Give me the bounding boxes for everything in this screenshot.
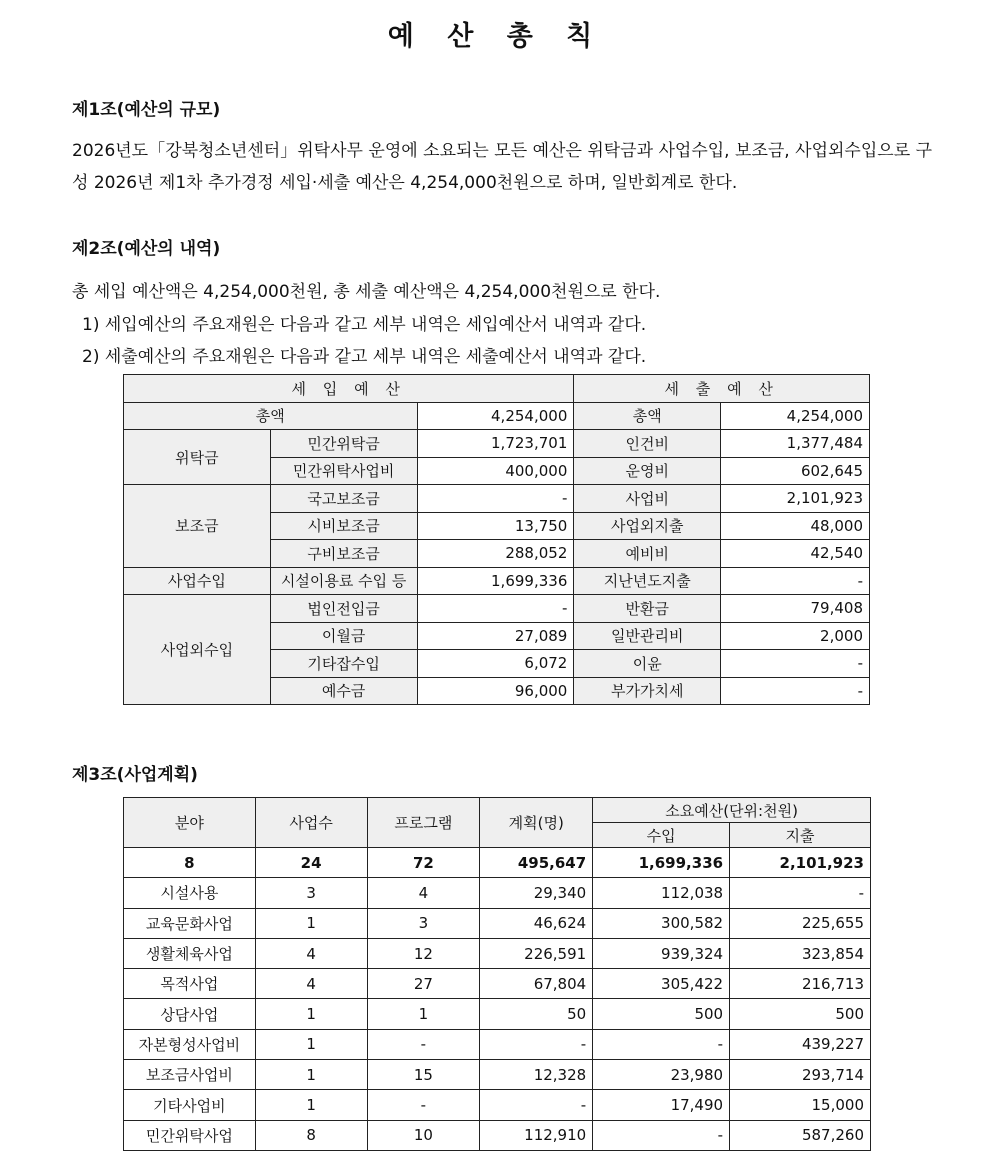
cell-program: 1: [367, 999, 480, 1029]
cell-income: 305,422: [593, 969, 730, 999]
cell-count: 1: [255, 1029, 367, 1059]
expense-total-label: 총액: [574, 402, 721, 430]
cell-expense: -: [730, 878, 871, 908]
budget-summary-table: [123, 374, 870, 705]
cell-plan: -: [480, 1090, 593, 1120]
cell-income: 17,490: [593, 1090, 730, 1120]
cell-program: 15: [367, 1060, 480, 1090]
table-row: [124, 430, 870, 458]
cell-plan: 12,328: [480, 1060, 593, 1090]
page-title: 예 산 총 칙: [387, 21, 605, 52]
col-header-income: 수입: [593, 823, 730, 848]
cell-field: 교육문화사업: [124, 908, 256, 938]
cell-plan: 495,647: [480, 848, 593, 878]
revenue-item: 기타잡수입: [270, 650, 417, 678]
cell-income: -: [593, 1120, 730, 1150]
cell-field: 기타사업비: [124, 1090, 256, 1120]
table-row: [124, 878, 871, 908]
cell-program: 3: [367, 908, 480, 938]
revenue-item: 민간위탁사업비: [270, 457, 417, 485]
cell-plan: 50: [480, 999, 593, 1029]
expense-item: 인건비: [574, 430, 721, 458]
expense-value: 602,645: [721, 457, 870, 485]
table-row: [124, 567, 870, 595]
table-row: [124, 1060, 871, 1090]
cell-count: 3: [255, 878, 367, 908]
cell-count: 4: [255, 938, 367, 968]
revenue-group: 사업외수입: [124, 595, 271, 705]
expense-value: 2,000: [721, 622, 870, 650]
cell-program: 72: [367, 848, 480, 878]
article-1-heading: 제1조(예산의 규모): [72, 100, 221, 120]
table-row: [124, 908, 871, 938]
cell-field: 생활체육사업: [124, 938, 256, 968]
col-header-field: 분야: [124, 798, 256, 848]
cell-expense: 216,713: [730, 969, 871, 999]
cell-expense: 15,000: [730, 1090, 871, 1120]
revenue-value: -: [417, 595, 574, 623]
expense-item: 예비비: [574, 540, 721, 568]
table-row: [124, 969, 871, 999]
cell-count: 8: [255, 1120, 367, 1150]
table-row: [124, 798, 871, 823]
article-3-heading: 제3조(사업계획): [72, 765, 198, 785]
revenue-value: -: [417, 485, 574, 513]
cell-plan: 67,804: [480, 969, 593, 999]
expense-header: 세 출 예 산: [574, 375, 870, 403]
table-row: [124, 1090, 871, 1120]
cell-expense: 2,101,923: [730, 848, 871, 878]
cell-income: -: [593, 1029, 730, 1059]
table-row: [124, 938, 871, 968]
article-2-heading: 제2조(예산의 내역): [72, 239, 221, 259]
revenue-value: 288,052: [417, 540, 574, 568]
cell-field: 자본형성사업비: [124, 1029, 256, 1059]
expense-value: 1,377,484: [721, 430, 870, 458]
expense-item: 사업외지출: [574, 512, 721, 540]
expense-value: 48,000: [721, 512, 870, 540]
cell-income: 1,699,336: [593, 848, 730, 878]
cell-plan: 29,340: [480, 878, 593, 908]
revenue-value: 1,723,701: [417, 430, 574, 458]
cell-count: 1: [255, 999, 367, 1029]
cell-program: 12: [367, 938, 480, 968]
revenue-header: 세 입 예 산: [124, 375, 574, 403]
cell-count: 4: [255, 969, 367, 999]
expense-value: 2,101,923: [721, 485, 870, 513]
table-row: [124, 485, 870, 513]
cell-plan: -: [480, 1029, 593, 1059]
cell-expense: 293,714: [730, 1060, 871, 1090]
col-header-count: 사업수: [255, 798, 367, 848]
cell-plan: 46,624: [480, 908, 593, 938]
revenue-value: 27,089: [417, 622, 574, 650]
cell-expense: 439,227: [730, 1029, 871, 1059]
cell-program: 27: [367, 969, 480, 999]
expense-item: 지난년도지출: [574, 567, 721, 595]
table-row: [124, 1029, 871, 1059]
cell-field: 상담사업: [124, 999, 256, 1029]
cell-expense: 500: [730, 999, 871, 1029]
expense-value: 42,540: [721, 540, 870, 568]
article-1-text: 2026년도「강북청소년센터」위탁사무 운영에 소요되는 모든 예산은 위탁금과 사업수입, 보조금, 사업외수입으로 구성 2026년 제1차 추가경정 세입·세출 예산은 4,254,000천원으로 하며, 일반회계로 한다.: [72, 141, 932, 193]
cell-count: 24: [255, 848, 367, 878]
cell-field: 시설사용: [124, 878, 256, 908]
cell-program: -: [367, 1029, 480, 1059]
table-row: [124, 402, 870, 430]
total-row: [124, 848, 871, 878]
expense-value: -: [721, 650, 870, 678]
cell-expense: 225,655: [730, 908, 871, 938]
expense-item: 사업비: [574, 485, 721, 513]
expense-item: 이윤: [574, 650, 721, 678]
revenue-value: 96,000: [417, 677, 574, 705]
expense-item: 일반관리비: [574, 622, 721, 650]
cell-count: 1: [255, 908, 367, 938]
cell-income: 500: [593, 999, 730, 1029]
cell-income: 939,324: [593, 938, 730, 968]
cell-income: 112,038: [593, 878, 730, 908]
revenue-value: 400,000: [417, 457, 574, 485]
revenue-item: 법인전입금: [270, 595, 417, 623]
cell-plan: 112,910: [480, 1120, 593, 1150]
cell-field: 민간위탁사업: [124, 1120, 256, 1150]
revenue-value: 6,072: [417, 650, 574, 678]
revenue-item: 국고보조금: [270, 485, 417, 513]
cell-field: 보조금사업비: [124, 1060, 256, 1090]
cell-field: 목적사업: [124, 969, 256, 999]
cell-program: 10: [367, 1120, 480, 1150]
cell-count: 1: [255, 1060, 367, 1090]
revenue-value: 13,750: [417, 512, 574, 540]
table-row: [124, 999, 871, 1029]
cell-program: -: [367, 1090, 480, 1120]
table-row: [124, 1120, 871, 1150]
revenue-group: 보조금: [124, 485, 271, 568]
revenue-group: 위탁금: [124, 430, 271, 485]
cell-income: 23,980: [593, 1060, 730, 1090]
expense-value: -: [721, 677, 870, 705]
expense-item: 부가가치세: [574, 677, 721, 705]
cell-expense: 323,854: [730, 938, 871, 968]
revenue-value: 1,699,336: [417, 567, 574, 595]
cell-income: 300,582: [593, 908, 730, 938]
revenue-item: 예수금: [270, 677, 417, 705]
revenue-item: 시비보조금: [270, 512, 417, 540]
col-header-program: 프로그램: [367, 798, 480, 848]
article-2-line-1: 총 세입 예산액은 4,254,000천원, 총 세출 예산액은 4,254,000천원으로 한다.: [72, 282, 661, 302]
revenue-item: 시설이용료 수입 등: [270, 567, 417, 595]
col-header-plan: 계획(명): [480, 798, 593, 848]
business-plan-table: [123, 797, 871, 1151]
cell-program: 4: [367, 878, 480, 908]
cell-plan: 226,591: [480, 938, 593, 968]
revenue-item: 구비보조금: [270, 540, 417, 568]
revenue-total-label: 총액: [124, 402, 418, 430]
expense-item: 반환금: [574, 595, 721, 623]
table-row: [124, 375, 870, 403]
article-2-line-2: 1) 세입예산의 주요재원은 다음과 같고 세부 내역은 세입예산서 내역과 같다.: [82, 315, 647, 335]
revenue-total-value: 4,254,000: [417, 402, 574, 430]
expense-value: 79,408: [721, 595, 870, 623]
cell-expense: 587,260: [730, 1120, 871, 1150]
revenue-item: 민간위탁금: [270, 430, 417, 458]
cell-field: 8: [124, 848, 256, 878]
cell-count: 1: [255, 1090, 367, 1120]
expense-value: -: [721, 567, 870, 595]
table-row: [124, 595, 870, 623]
col-header-budget: 소요예산(단위:천원): [593, 798, 871, 823]
expense-item: 운영비: [574, 457, 721, 485]
revenue-item: 이월금: [270, 622, 417, 650]
expense-total-value: 4,254,000: [721, 402, 870, 430]
revenue-group: 사업수입: [124, 567, 271, 595]
article-2-line-3: 2) 세출예산의 주요재원은 다음과 같고 세부 내역은 세출예산서 내역과 같다.: [82, 347, 647, 367]
col-header-expense: 지출: [730, 823, 871, 848]
